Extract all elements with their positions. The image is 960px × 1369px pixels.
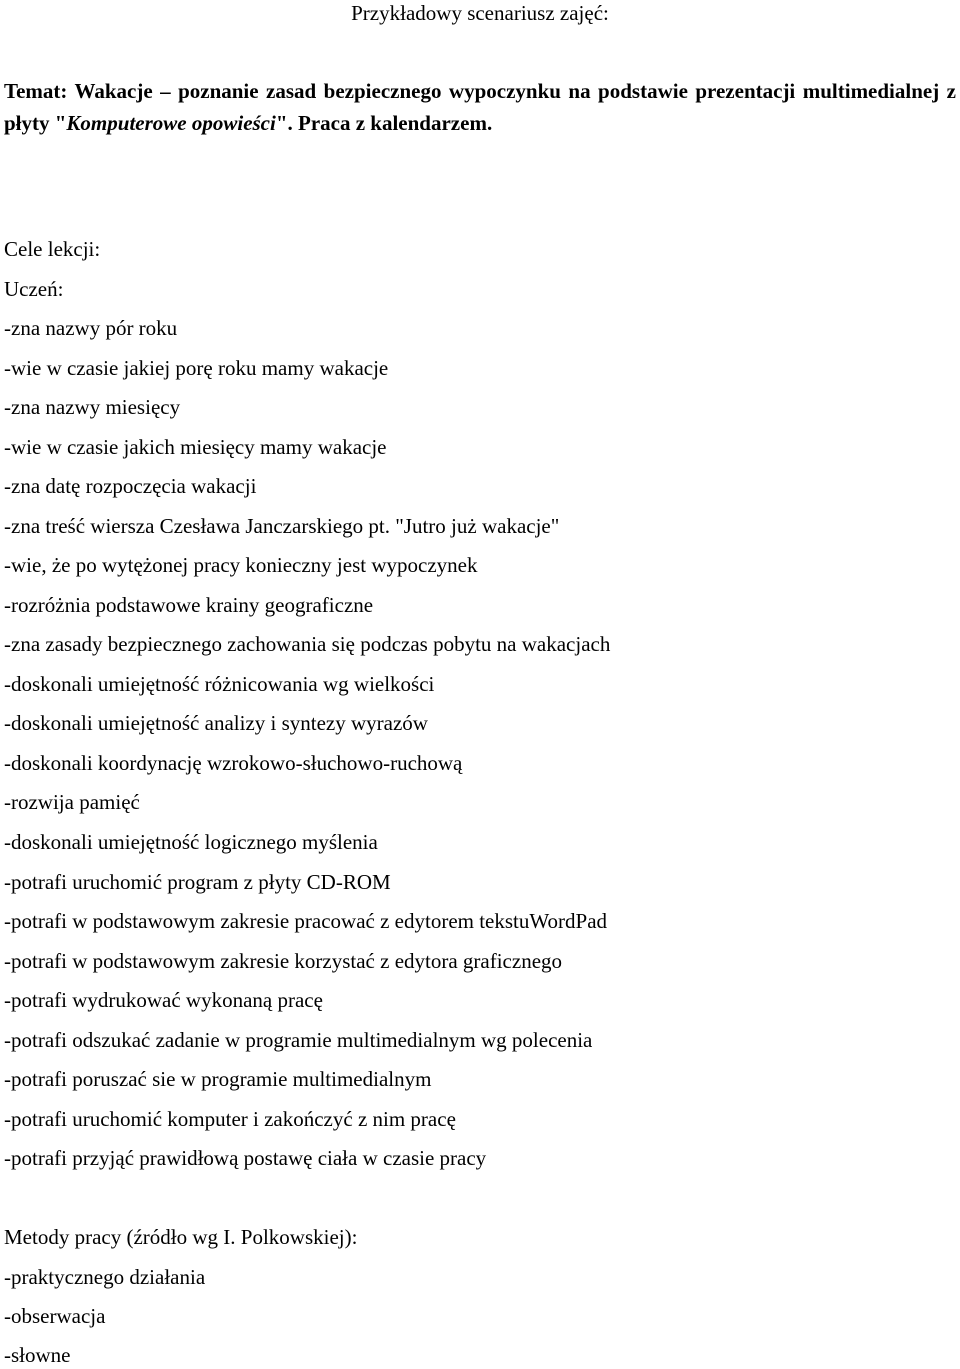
- goal-item: -zna nazwy miesięcy: [4, 395, 181, 419]
- goal-item: -zna zasady bezpiecznego zachowania się podczas pobytu na wakacjach: [4, 632, 611, 656]
- goal-item: -zna datę rozpoczęcia wakacji: [4, 474, 257, 498]
- topic-text-part1: Wakacje – poznanie zasad bezpiecznego wypoczynku na podstawie prezentacji multimedialnej z płyty ": [4, 79, 957, 135]
- goal-item: -wie, że po wytężonej pracy konieczny jest wypoczynek: [4, 553, 478, 577]
- goal-item: -potrafi uruchomić program z płyty CD-ROM: [4, 870, 391, 894]
- goal-item: -doskonali umiejętność analizy i syntezy wyrazów: [4, 711, 428, 735]
- topic-label: Temat:: [4, 79, 68, 103]
- method-item: -słowne: [4, 1343, 71, 1367]
- goal-item: -potrafi poruszać sie w programie multimedialnym: [4, 1067, 432, 1091]
- goal-item: -potrafi w podstawowym zakresie korzystać z edytora graficznego: [4, 949, 563, 973]
- goal-item: -wie w czasie jakiej porę roku mamy wakacje: [4, 356, 389, 380]
- goal-item: -zna treść wiersza Czesława Janczarskiego pt. "Jutro już wakacje": [4, 514, 560, 538]
- goal-item: -potrafi przyjąć prawidłową postawę ciała w czasie pracy: [4, 1146, 487, 1170]
- method-item: -obserwacja: [4, 1304, 106, 1328]
- methods-heading: Metody pracy (źródło wg I. Polkowskiej):: [4, 1225, 358, 1249]
- goal-item: -potrafi w podstawowym zakresie pracować z edytorem tekstuWordPad: [4, 909, 608, 933]
- goal-item: -doskonali umiejętność różnicowania wg wielkości: [4, 672, 435, 696]
- method-item: -praktycznego działania: [4, 1265, 206, 1289]
- goal-item: -doskonali umiejętność logicznego myślenia: [4, 830, 378, 854]
- goal-item: -potrafi odszukać zadanie w programie multimedialnym wg polecenia: [4, 1028, 593, 1052]
- topic-text-part2: ". Praca z kalendarzem.: [275, 111, 493, 135]
- goal-item: -potrafi uruchomić komputer i zakończyć z nim pracę: [4, 1107, 456, 1131]
- lesson-topic: [4, 75, 956, 139]
- goal-item: -wie w czasie jakich miesięcy mamy wakacje: [4, 435, 387, 459]
- goals-subheading: Uczeń:: [4, 277, 64, 301]
- topic-text-italic: Komputerowe opowieści: [66, 111, 276, 135]
- goal-item: -doskonali koordynację wzrokowo-słuchowo-ruchową: [4, 751, 463, 775]
- goal-item: -rozwija pamięć: [4, 790, 140, 814]
- goal-item: -rozróżnia podstawowe krainy geograficzne: [4, 593, 374, 617]
- goal-item: -zna nazwy pór roku: [4, 316, 178, 340]
- document-title: Przykładowy scenariusz zajęć:: [351, 1, 609, 25]
- goal-item: -potrafi wydrukować wykonaną pracę: [4, 988, 323, 1012]
- goals-heading: Cele lekcji:: [4, 237, 101, 261]
